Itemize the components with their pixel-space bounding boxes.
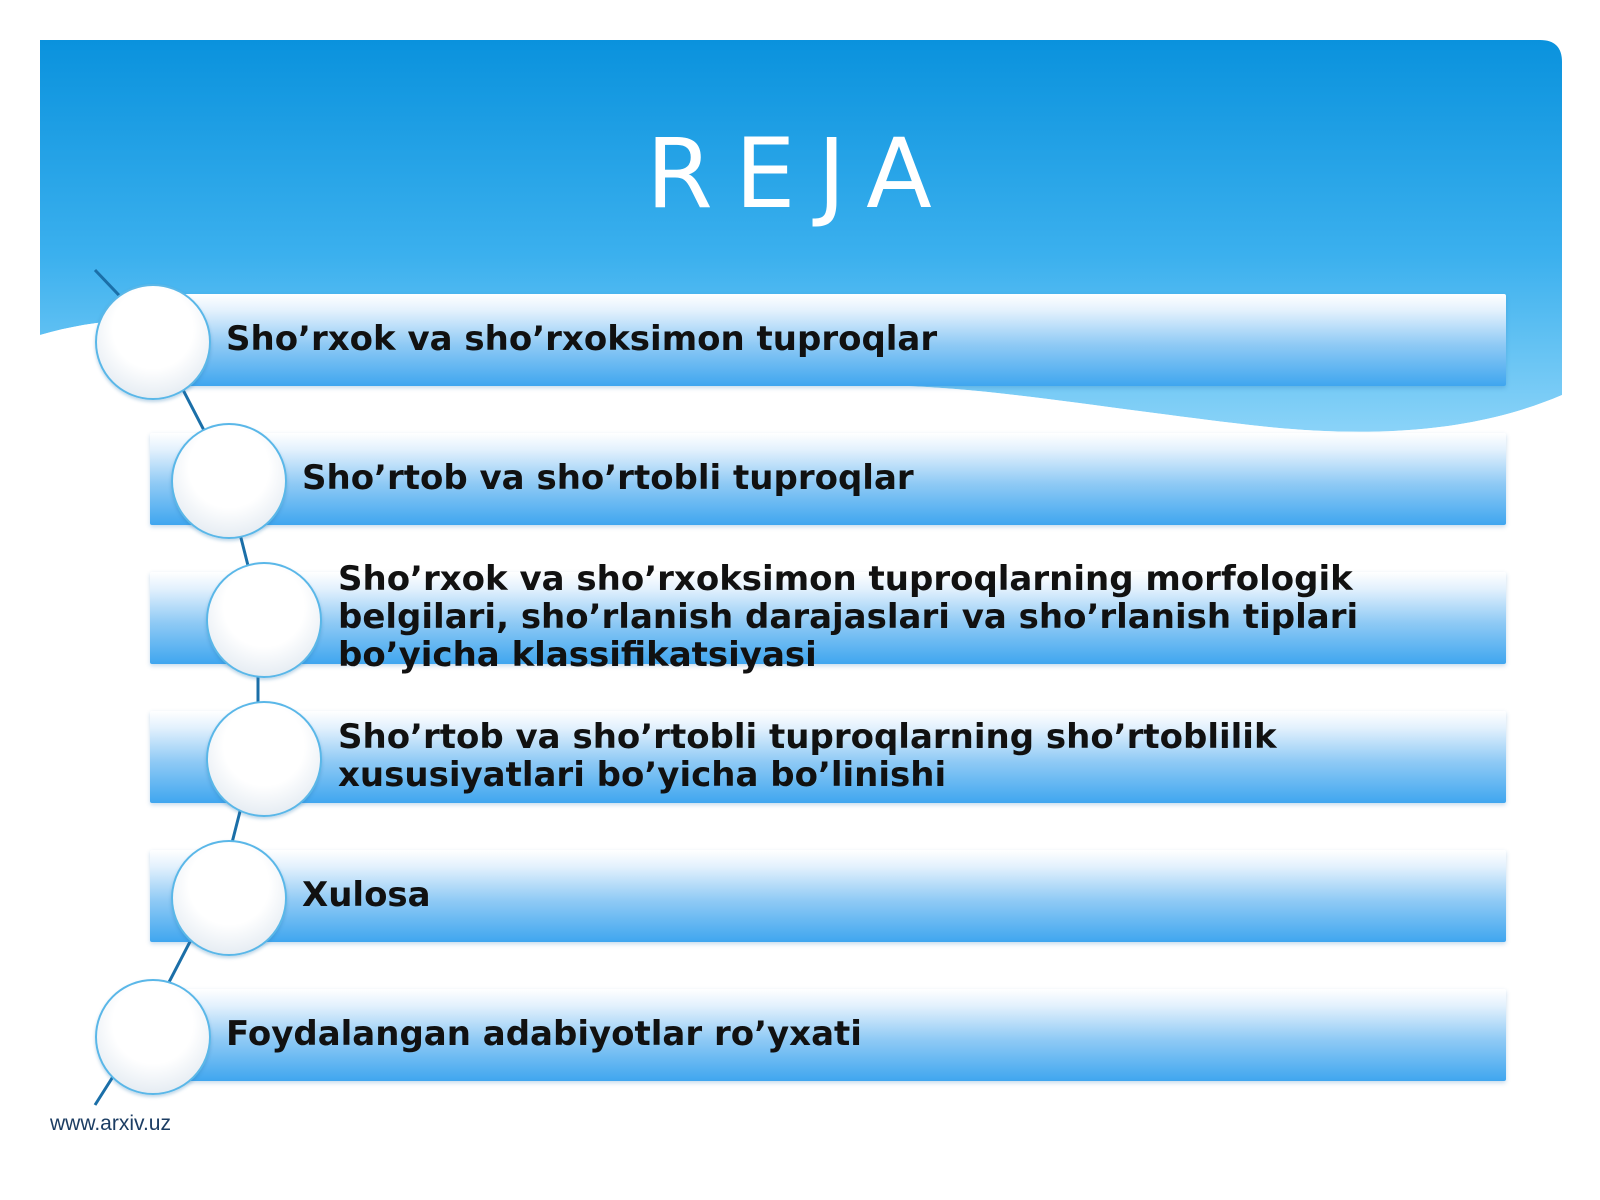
agenda-node-2 — [171, 423, 287, 539]
timeline-connector — [95, 270, 258, 1105]
agenda-node-6 — [95, 979, 211, 1095]
footer-url: www.arxiv.uz — [50, 1112, 171, 1135]
agenda-item-2: Sho’rtob va sho’rtobli tuproqlar — [302, 458, 914, 498]
agenda-item-6: Foydalangan adabiyotlar ro’yxati — [226, 1014, 862, 1054]
agenda-node-3 — [206, 562, 322, 678]
agenda-node-5 — [171, 840, 287, 956]
slide-title: REJA — [646, 118, 954, 230]
agenda-item-4: Sho’rtob va sho’rtobli tuproqlarning sho’rtoblilik xususiyatlari bo’yicha bo’linishi — [338, 717, 1277, 795]
agenda-item-5: Xulosa — [302, 875, 431, 915]
agenda-item-3: Sho’rxok va sho’rxoksimon tuproqlarning morfologik belgilari, sho’rlanish darajaslari va sho’rlanish tiplari bo’yicha klassifikatsiyasi — [338, 559, 1359, 675]
agenda-node-1 — [95, 284, 211, 400]
agenda-node-4 — [206, 701, 322, 817]
agenda-item-1: Sho’rxok va sho’rxoksimon tuproqlar — [226, 319, 938, 359]
